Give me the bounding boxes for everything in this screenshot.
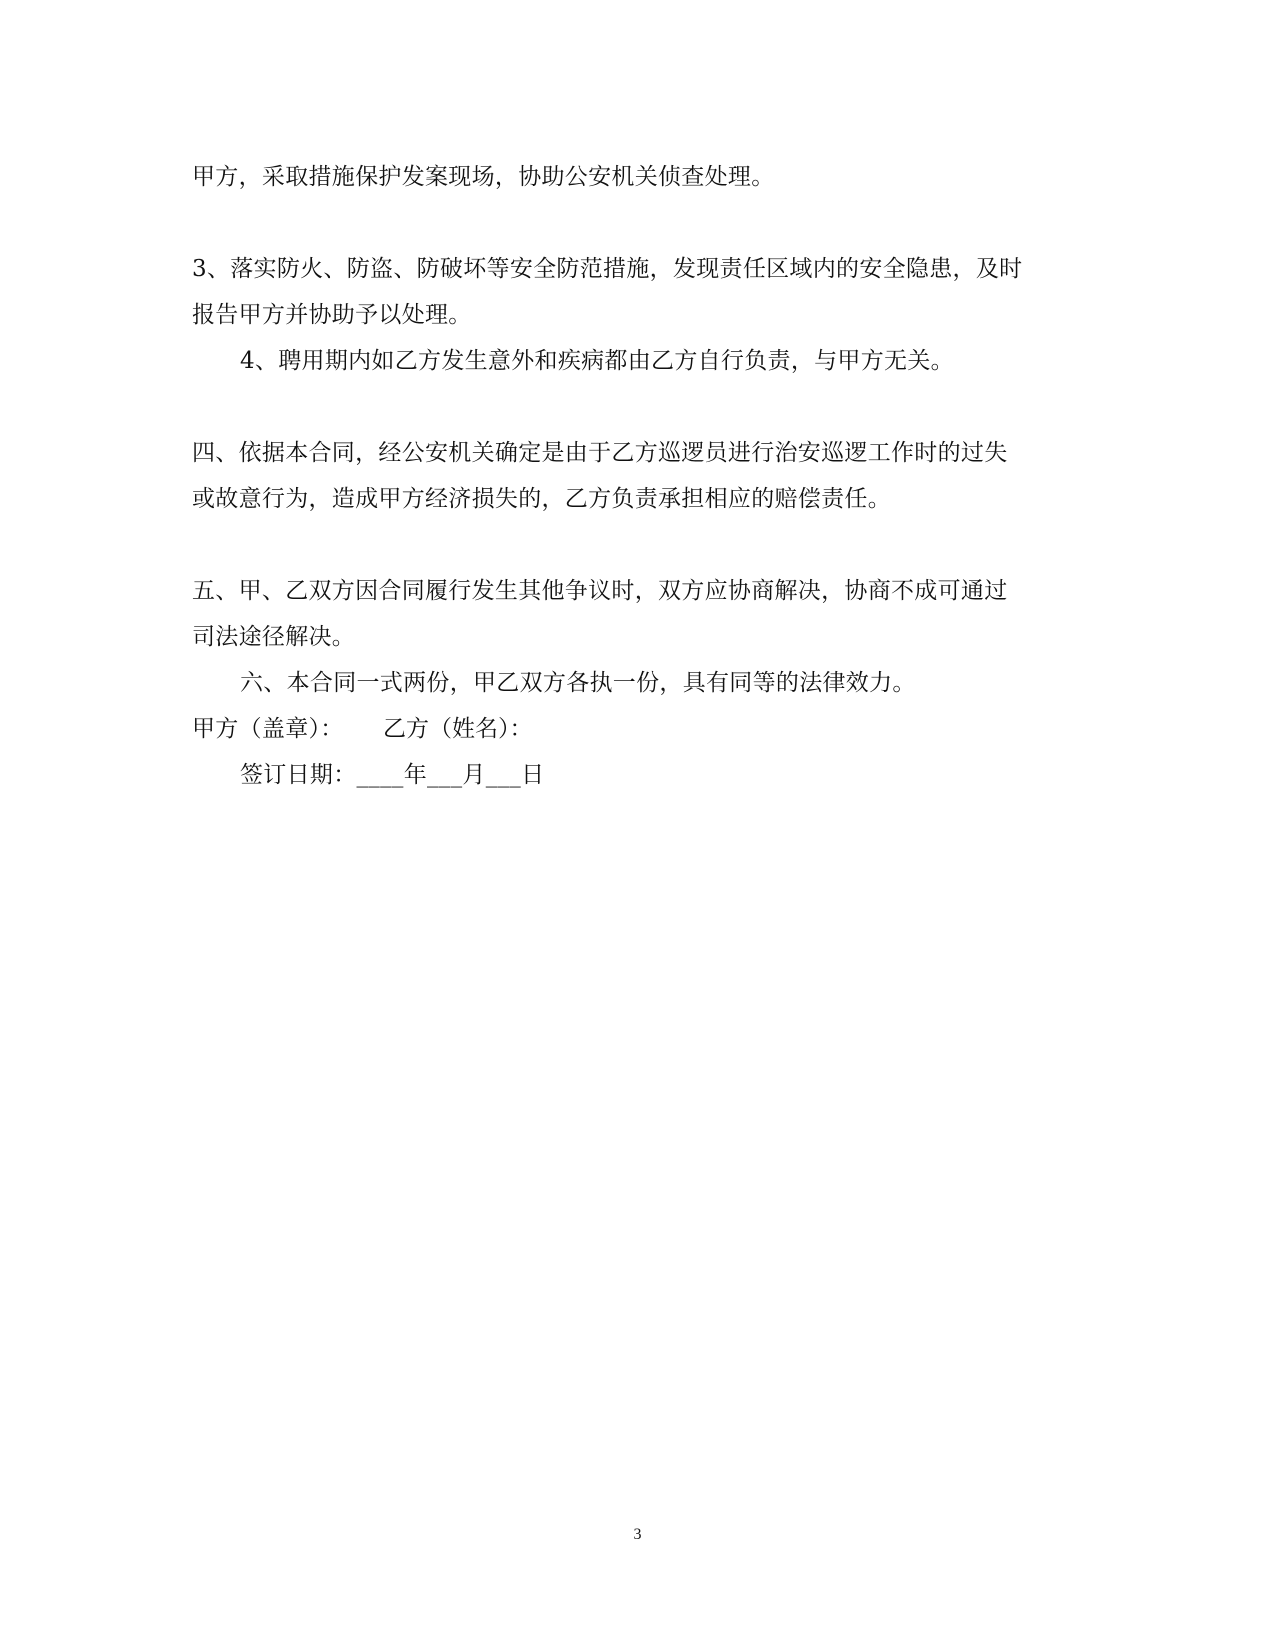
paragraph-6-line-1: 六、本合同一式两份，甲乙双方各执一份，具有同等的法律效力。 (240, 670, 916, 696)
signature-date-line: 签订日期：____年___月___日 (240, 762, 545, 788)
paragraph-4-line-2: 或故意行为，造成甲方经济损失的，乙方负责承担相应的赔偿责任。 (192, 486, 891, 512)
paragraph-4-line-1: 四、依据本合同，经公安机关确定是由于乙方巡逻员进行治安巡逻工作时的过失 (192, 440, 1008, 466)
signature-party-a: 甲方（盖章）： (192, 716, 344, 742)
paragraph-1-line-1: 甲方，采取措施保护发案现场，协助公安机关侦查处理。 (192, 164, 775, 190)
paragraph-5-line-2: 司法途径解决。 (192, 624, 356, 650)
page-number: 3 (633, 1526, 642, 1543)
paragraph-5-line-1: 五、甲、乙双方因合同履行发生其他争议时，双方应协商解决，协商不成可通过 (192, 578, 1008, 604)
paragraph-3-line-1: 4、聘用期内如乙方发生意外和疾病都由乙方自行负责，与甲方无关。 (240, 348, 954, 374)
signature-party-b: 乙方（姓名）： (383, 716, 533, 742)
paragraph-2-line-1: 3、落实防火、防盗、防破坏等安全防范措施，发现责任区域内的安全隐患，及时 (192, 256, 1023, 282)
paragraph-2-line-2: 报告甲方并协助予以处理。 (192, 302, 472, 328)
